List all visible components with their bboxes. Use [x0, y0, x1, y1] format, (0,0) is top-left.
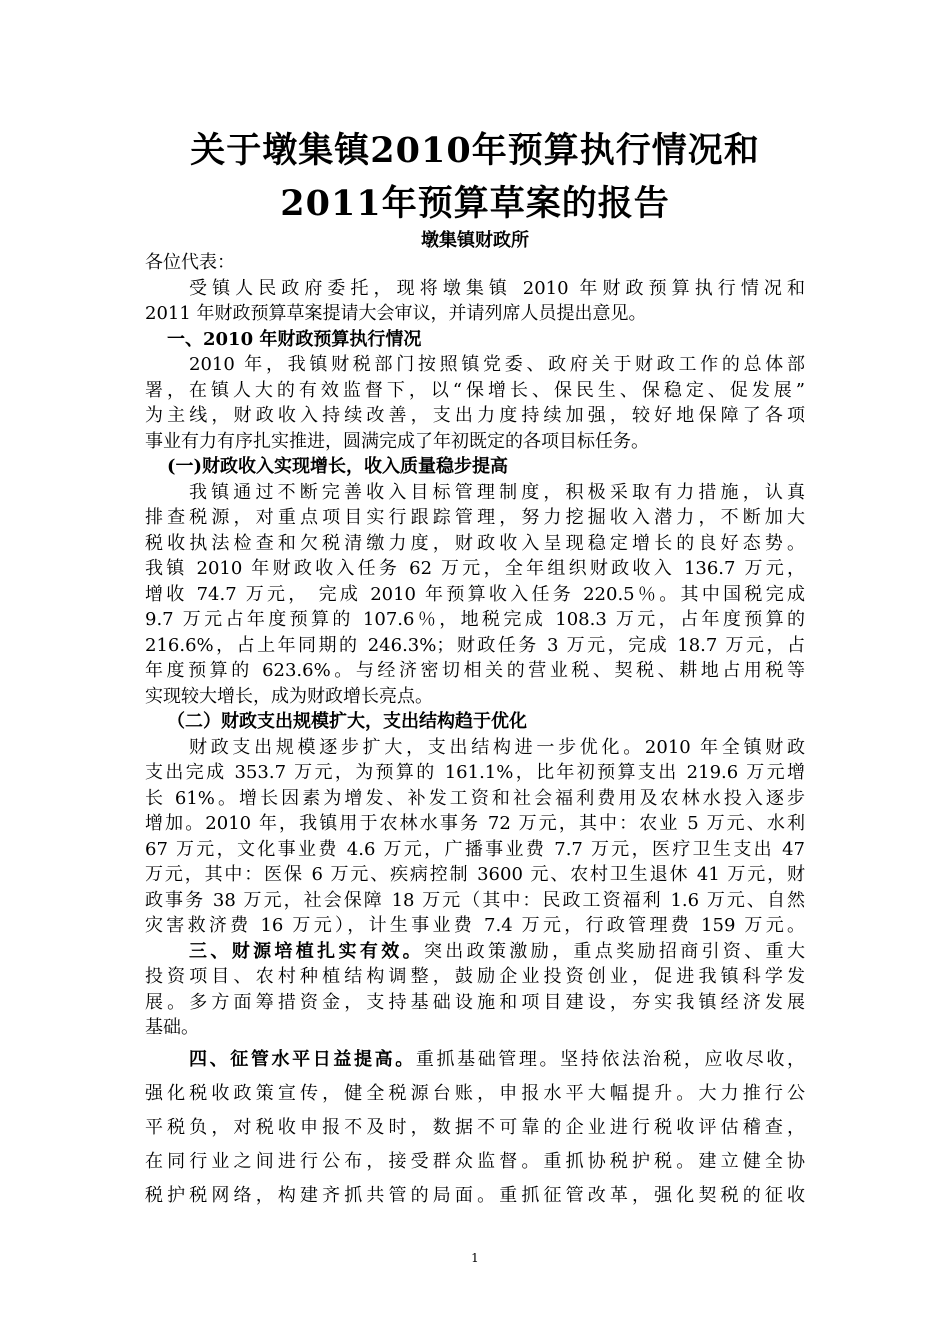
section-1-heading: 一、2010 年财政预算执行情况 [167, 328, 422, 350]
subsection-2-line: 万元，其中：医保 6 万元、疾病控制 3600 元、农村卫生退休 41 万元，财 [145, 864, 805, 885]
subsection-1-line: 9.7 万元占年度预算的 107.6％，地税完成 108.3 万元，占年度预算的 [145, 609, 805, 630]
section-3-line: 展。多方面筹措资金，支持基础设施和项目建设，夯实我镇经济发展 [145, 991, 805, 1013]
subsection-1-line: 税收执法检查和欠税清缴力度，财政收入呈现稳定增长的良好态势。 [145, 532, 805, 554]
section-3-text: 突出政策激励，重点奖励招商引资、重大 [423, 940, 806, 962]
document-body [145, 250, 805, 1213]
subsection-2-line: 财政支出规模逐步扩大，支出结构进一步优化。2010 年全镇财政 [189, 736, 805, 758]
section-1-line: 为主线，财政收入持续改善，支出力度持续加强，较好地保障了各项 [145, 405, 805, 426]
subsection-1-line: 增收 74.7 万元， 完成 2010 年预算收入任务 220.5％。其中国税完成 [145, 583, 805, 605]
section-1-line: 事业有力有序扎实推进，圆满完成了年初既定的各项目标任务。 [145, 430, 649, 452]
subsection-1-line: 年度预算的 623.6%。与经济密切相关的营业税、契税、耕地占用税等 [145, 660, 805, 681]
subsection-1-line: 我镇 2010 年财政收入任务 62 万元，全年组织财政收入 136.7 万元， [145, 558, 805, 579]
subsection-2-line: 增加。2010 年，我镇用于农林水事务 72 万元，其中：农业 5 万元、水利 [145, 813, 805, 834]
subsection-1-line: 实现较大增长，成为财政增长亮点。 [145, 685, 433, 707]
page-number: 1 [471, 1251, 479, 1265]
subsection-2-line: 灾害救济费 16 万元），计生事业费 7.4 万元，行政管理费 159 万元。 [145, 915, 805, 936]
section-3-line: 投资项目、农村种植结构调整，鼓励企业投资创业，促进我镇科学发 [145, 966, 805, 987]
section-1-line: 署，在镇人大的有效监督下，以“保增长、保民生、保稳定、促发展” [145, 379, 805, 401]
subsection-1-line: 排查税源，对重点项目实行跟踪管理，努力挖掘收入潜力，不断加大 [145, 507, 805, 528]
document-author: 墩集镇财政所 [421, 230, 529, 251]
salutation: 各位代表： [145, 252, 235, 273]
intro-line: 2011 年财政预算草案提请大会审议，并请列席人员提出意见。 [145, 303, 647, 324]
subsection-1-line: 216.6%，占上年同期的 246.3%；财政任务 3 万元，完成 18.7 万元，占 [145, 634, 805, 656]
section-4-line: 在同行业之间进行公布，接受群众监督。重抓协税护税。建立健全协 [145, 1150, 805, 1172]
intro-line: 受镇人民政府委托，现将墩集镇 2010 年财政预算执行情况和 [189, 277, 805, 299]
section-3-first-line [145, 939, 805, 965]
section-4-text: 重抓基础管理。坚持依法治税，应收尽收， [415, 1048, 805, 1070]
document-title-line-2: 2011年预算草案的报告 [280, 183, 670, 224]
section-4-line: 强化税收政策宣传，健全税源台账，申报水平大幅提升。大力推行公 [145, 1082, 805, 1104]
section-3-heading: 三、财源培植扎实有效。 [189, 940, 424, 962]
section-3-line: 基础。 [145, 1017, 199, 1038]
subsection-2-heading: （二）财政支出规模扩大，支出结构趋于优化 [167, 711, 527, 732]
document-title-line-1: 关于墩集镇2010年预算执行情况和 [190, 130, 760, 171]
subsection-1-line: 我镇通过不断完善收入目标管理制度，积极采取有力措施，认真 [189, 481, 805, 503]
subsection-2-line: 67 万元，文化事业费 4.6 万元，广播事业费 7.7 万元，医疗卫生支出 47 [145, 838, 805, 860]
section-4-line: 税护税网络，构建齐抓共管的局面。重抓征管改革，强化契税的征收 [145, 1184, 805, 1206]
subsection-1-heading: (一)财政收入实现增长，收入质量稳步提高 [167, 456, 509, 477]
section-1-line: 2010 年，我镇财税部门按照镇党委、政府关于财政工作的总体部 [189, 354, 805, 375]
section-4-first-line [145, 1043, 805, 1077]
section-4-heading: 四、征管水平日益提高。 [189, 1048, 416, 1070]
section-4-line: 平税负，对税收申报不及时，数据不可靠的企业进行税收评估稽查， [145, 1116, 805, 1138]
subsection-2-line: 支出完成 353.7 万元，为预算的 161.1%，比年初预算支出 219.6 万元增 [145, 762, 805, 783]
subsection-2-line: 长 61%。增长因素为增发、补发工资和社会福利费用及农林水投入逐步 [145, 787, 805, 809]
subsection-2-line: 政事务 38 万元，社会保障 18 万元（其中：民政工资福利 1.6 万元、自然 [145, 889, 805, 911]
